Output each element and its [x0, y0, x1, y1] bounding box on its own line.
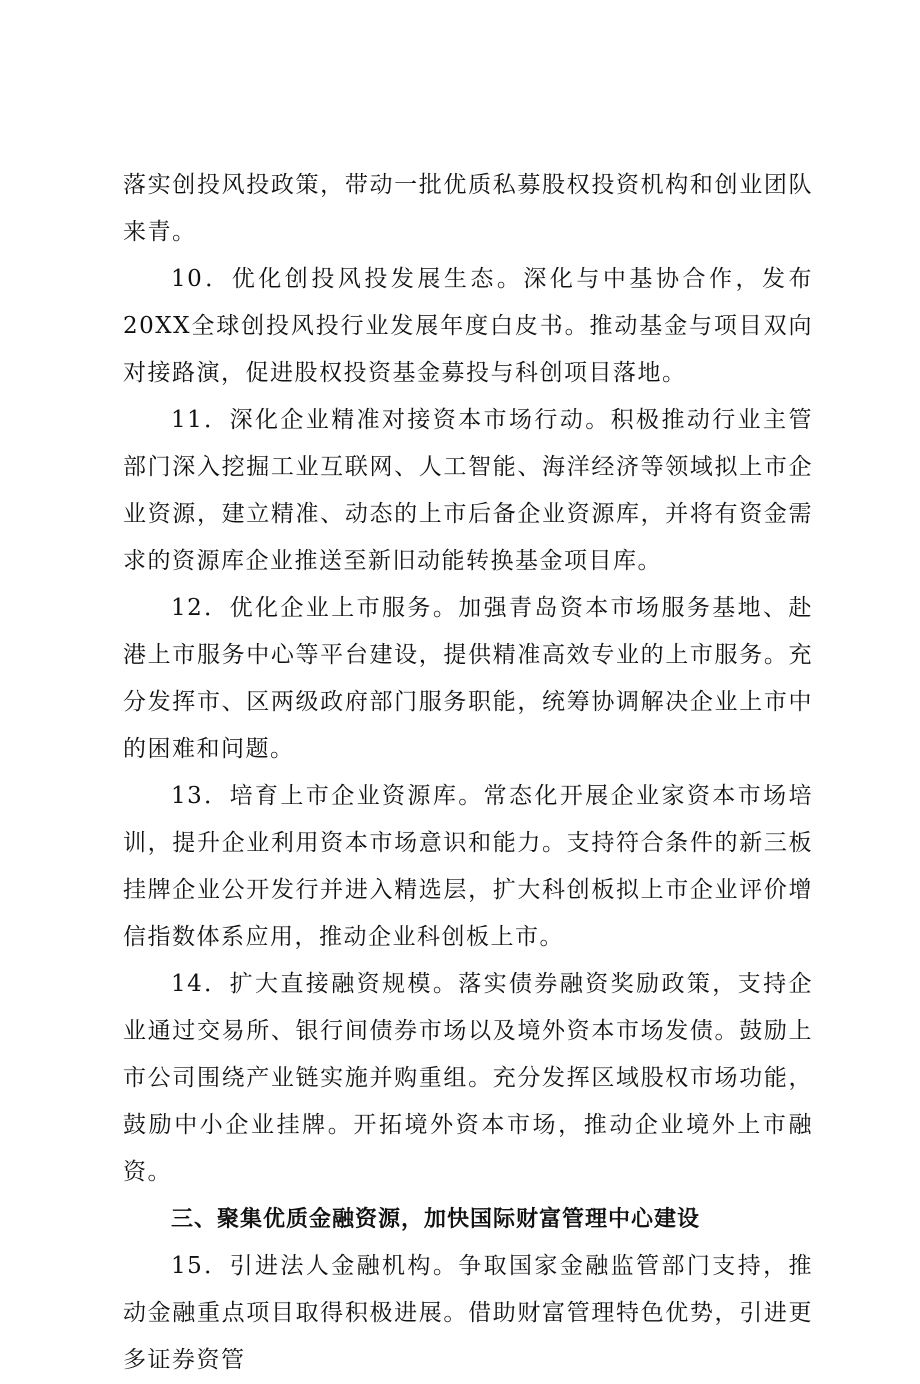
- document-body: [123, 162, 813, 1384]
- paragraph-continuation: 落实创投风投政策，带动一批优质私募股权投资机构和创业团队来青。: [123, 172, 813, 245]
- paragraph-item-12: 12．优化企业上市服务。加强青岛资本市场服务基地、赴港上市服务中心等平台建设，提供精准高效专业的上市服务。充分发挥市、区两级政府部门服务职能，统筹协调解决企业上市中的困难和问题。: [123, 595, 813, 762]
- paragraph-item-11: 11．深化企业精准对接资本市场行动。积极推动行业主管部门深入挖掘工业互联网、人工智能、海洋经济等领域拟上市企业资源，建立精准、动态的上市后备企业资源库，并将有资金需求的资源库企业推送至新旧动能转换基金项目库。: [123, 407, 813, 574]
- paragraph-item-15: 15．引进法人金融机构。争取国家金融监管部门支持，推动金融重点项目取得积极进展。借助财富管理特色优势，引进更多证券资管: [123, 1253, 813, 1373]
- section-heading: 三、聚集优质金融资源，加快国际财富管理中心建设: [171, 1207, 701, 1232]
- paragraph-item-13: 13．培育上市企业资源库。常态化开展企业家资本市场培训，提升企业利用资本市场意识和能力。支持符合条件的新三板挂牌企业公开发行并进入精选层，扩大科创板拟上市企业评价增信指数体系应用，推动企业科创板上市。: [123, 783, 813, 950]
- paragraph-item-10: 10．优化创投风投发展生态。深化与中基协合作，发布20XX全球创投风投行业发展年度白皮书。推动基金与项目双向对接路演，促进股权投资基金募投与科创项目落地。: [123, 266, 813, 386]
- paragraph-item-14: 14．扩大直接融资规模。落实债券融资奖励政策，支持企业通过交易所、银行间债券市场以及境外资本市场发债。鼓励上市公司围绕产业链实施并购重组。充分发挥区域股权市场功能，鼓励中小企业挂牌。开拓境外资本市场，推动企业境外上市融资。: [123, 971, 813, 1185]
